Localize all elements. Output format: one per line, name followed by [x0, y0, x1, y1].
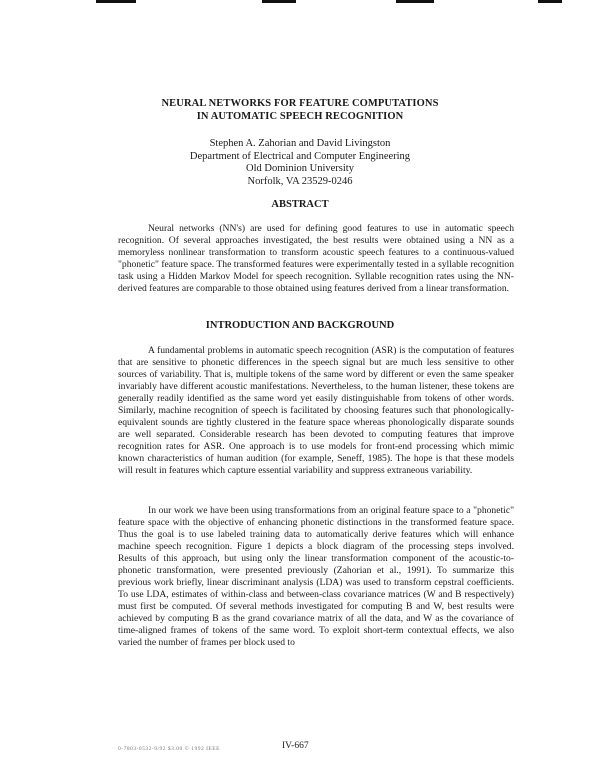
- intro-paragraph-1-text: A fundamental problems in automatic speech recognition (ASR) is the computation of features that are sensitive to phonetic differences in the speech signal but are much less sensitive to other sources of variability. That is, multiple tokens of the same word by different or even the same speaker invariably have different acoustic manifestations. Nevertheless, to the human listener, these tokens are generally readily identified as the same word yet easily distinguishable from tokens of other words. Similarly, machine recognition of speech is facilitated by choosing features such that phonologically-equivalent sounds are tightly clustered in the feature space whereas phonologically disparate sounds are well separated. Considerable research has been devoted to computing features that improve recognition rates for ASR. One approach is to use models for front-end processing which mimic known characteristics of human audition (for example, Seneff, 1985). The hope is that these models will result in features which capture essential variability and suppress extraneous variability.: [118, 345, 514, 476]
- introduction-heading: INTRODUCTION AND BACKGROUND: [205, 320, 395, 331]
- abstract-paragraph: [118, 223, 514, 295]
- author-address: Norfolk, VA 23529-0246: [247, 175, 353, 187]
- page-number: IV-667: [282, 741, 309, 751]
- abstract-heading: ABSTRACT: [271, 199, 329, 210]
- intro-paragraph-2-text: In our work we have been using transformations from an original feature space to a "phonetic" feature space with the objective of enhancing phonetic distinctions in the transformed feature space. Thus the goal is to use labeled training data to automatically derive features which will enhance machine speech recognition. Figure 1 depicts a block diagram of the processing steps involved. Results of this approach, but using only the linear transformation component of the acoustic-to-phonetic transformation, were presented previously (Zahorian et al., 1991). To summarize this previous work briefly, linear discriminant analysis (LDA) was used to transform cepstral coefficients. To use LDA, estimates of within-class and between-class covariance matrices (W and B respectively) must first be computed. Of several methods investigated for computing B and W, best results were achieved by computing B as the grand covariance matrix of all the data, and W as the covariance of time-aligned frames of tokens of the same word. To exploit short-term contextual effects, we also varied the number of frames per block used to: [118, 505, 514, 648]
- scan-edge-mark: [396, 0, 434, 3]
- author-university: Old Dominion University: [246, 163, 354, 174]
- author-block: [0, 138, 600, 188]
- scan-edge-mark: [262, 0, 296, 3]
- author-names: Stephen A. Zahorian and David Livingston: [209, 138, 391, 149]
- intro-paragraph-2: [118, 505, 514, 649]
- abstract-text: Neural networks (NN's) are used for defining good features to use in automatic speech recognition. Of several approaches investigated, the best results were obtained using a NN as a memoryless nonlinear transformation to transform acoustic speech features to a continuous-valued "phonetic" feature space. The transformed features were experimentally tested in a syllable recognition task using a Hidden Markov Model for speech recognition. Syllable recognition rates using the NN-derived features are comparable to those obtained using features derived from a linear transformation.: [118, 223, 514, 294]
- scan-edge-mark: [96, 0, 136, 3]
- title-line: NEURAL NETWORKS FOR FEATURE COMPUTATIONS: [161, 98, 439, 109]
- intro-paragraph-1: [118, 345, 514, 477]
- paper-title: [0, 97, 600, 123]
- author-department: Department of Electrical and Computer Engineering: [189, 150, 411, 162]
- title-line: IN AUTOMATIC SPEECH RECOGNITION: [196, 111, 404, 122]
- scan-edge-mark: [538, 0, 562, 3]
- footer-copyright: 0-7803-0532-9/92 $3.00 © 1992 IEEE: [118, 746, 220, 752]
